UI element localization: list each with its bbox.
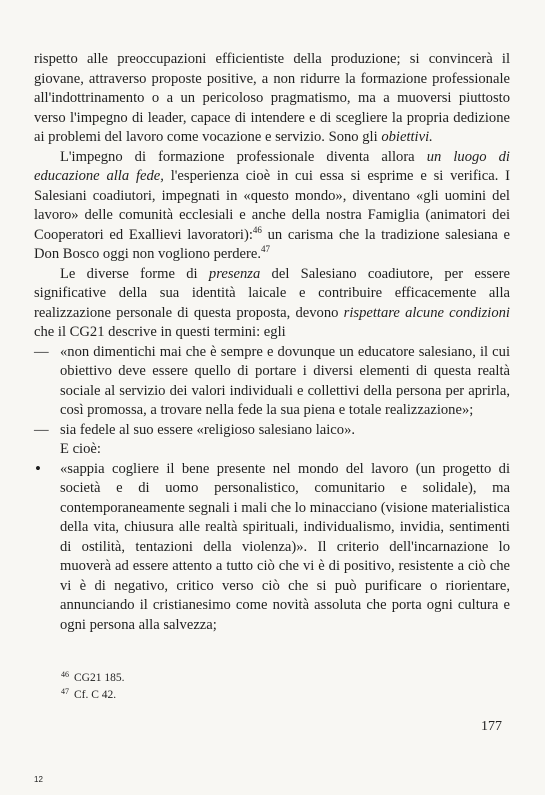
paragraph-3-text-c: che il CG21 descrive in questi termini: egli bbox=[34, 324, 286, 340]
footnote-46 bbox=[61, 670, 501, 687]
footnote-number: 46 bbox=[61, 670, 69, 679]
footnote-47 bbox=[61, 687, 501, 704]
paragraph-2 bbox=[34, 148, 510, 265]
footnote-ref-47: 47 bbox=[260, 244, 270, 254]
paragraph-3-emphasis-1: presenza bbox=[208, 265, 261, 282]
body-text bbox=[34, 50, 510, 635]
dash-marker: — bbox=[34, 343, 49, 360]
bullet-list-item-1-text: «sappia cogliere il bene presente nel mondo del lavoro (un progetto di società e di uomo personalistico, comunitario e solidale), ma contemporaneamente segnali i mali che lo minacciano (visione materialistica della vita, chiusura alle realtà spirituali, individualismo, invidia, sentimenti di ostilità, tentazioni della violenza)». Il criterio dell'incarnazione lo muoverà ad essere attento a tutto ciò che vi è di positivo, resistente a ciò che vi è di negativo, critico verso ciò che si può purificare o riorientare, annunciando il cristianesimo come novità assoluta che porta ogni cultura e ogni persona alla salvezza; bbox=[60, 460, 510, 633]
paragraph-1-text: rispetto alle preoccupazioni efficientiste della produzione; si convincerà il giovane, attraverso proposte positive, a non ridurre la formazione professionale all'indottrinamento o a un pericoloso pragmatismo, ma a muoversi piuttosto verso l'impegno di leader, capace di intendere e di scegliere la propria dedizione ai problemi del lavoro come vocazione e servizio. Sono gli bbox=[34, 51, 510, 145]
footnote-ref-46: 46 bbox=[252, 224, 262, 235]
bullet-list-item-1 bbox=[34, 460, 510, 636]
dash-list-item-1 bbox=[34, 343, 510, 421]
paragraph-2-emphasis: un luogo di educazione alla fede, bbox=[34, 148, 510, 184]
dash-list-item-2 bbox=[34, 421, 510, 441]
bullet-marker: • bbox=[35, 458, 41, 478]
dash-list-item-2-text: sia fedele al suo essere «religioso salesiano laico». bbox=[60, 421, 356, 438]
paragraph-3-text-a: Le diverse forme di bbox=[60, 265, 209, 282]
page-number: 177 bbox=[481, 719, 502, 734]
paragraph-4: E cioè: bbox=[60, 441, 101, 457]
footnotes bbox=[61, 670, 501, 704]
paragraph-1 bbox=[34, 50, 510, 148]
paragraph-3 bbox=[34, 265, 510, 343]
paragraph-2-text-c: un carisma che la tradizione salesiana e Don Bosco oggi non vogliono perdere. bbox=[34, 226, 510, 262]
paragraph-3-emphasis-2: rispettare alcune condizioni bbox=[343, 304, 510, 321]
footer-code: 12 bbox=[34, 775, 43, 784]
footnote-number: 47 bbox=[61, 687, 69, 696]
dash-marker: — bbox=[34, 421, 49, 438]
paragraph-2-text-b: l'esperienza cioè in cui essa si esprime e si verifica. I Salesiani coadiutori, impegnati in «questo mondo», diventano «gli uomini del lavoro» delle comunità ecclesiali e anche della nostra Famiglia (animatori dei Cooperatori ed Exallievi lavoratori): bbox=[34, 168, 511, 243]
paragraph-1-emphasis: obiettivi. bbox=[381, 129, 433, 145]
dash-list-item-1-text: «non dimentichi mai che è sempre e dovunque un educatore salesiano, il cui obiettivo deve essere quello di portare i diversi elementi di questa realtà sociale al servizio dei valori individuali e collettivi della persona per aprirla, così promossa, a trovare nella fede la sua piena e totale realizzazione»; bbox=[60, 343, 510, 418]
footnote-text: CG21 185. bbox=[74, 672, 125, 684]
footnote-text: Cf. C 42. bbox=[74, 689, 117, 701]
paragraph-3-text-b: del Salesiano coadiutore, per essere significative della sua identità laicale e contribuire efficacemente alla realizzazione personale di questa proposta, devono bbox=[34, 265, 510, 321]
paragraph-2-text-a: L'impegno di formazione professionale diventa allora bbox=[60, 148, 427, 165]
